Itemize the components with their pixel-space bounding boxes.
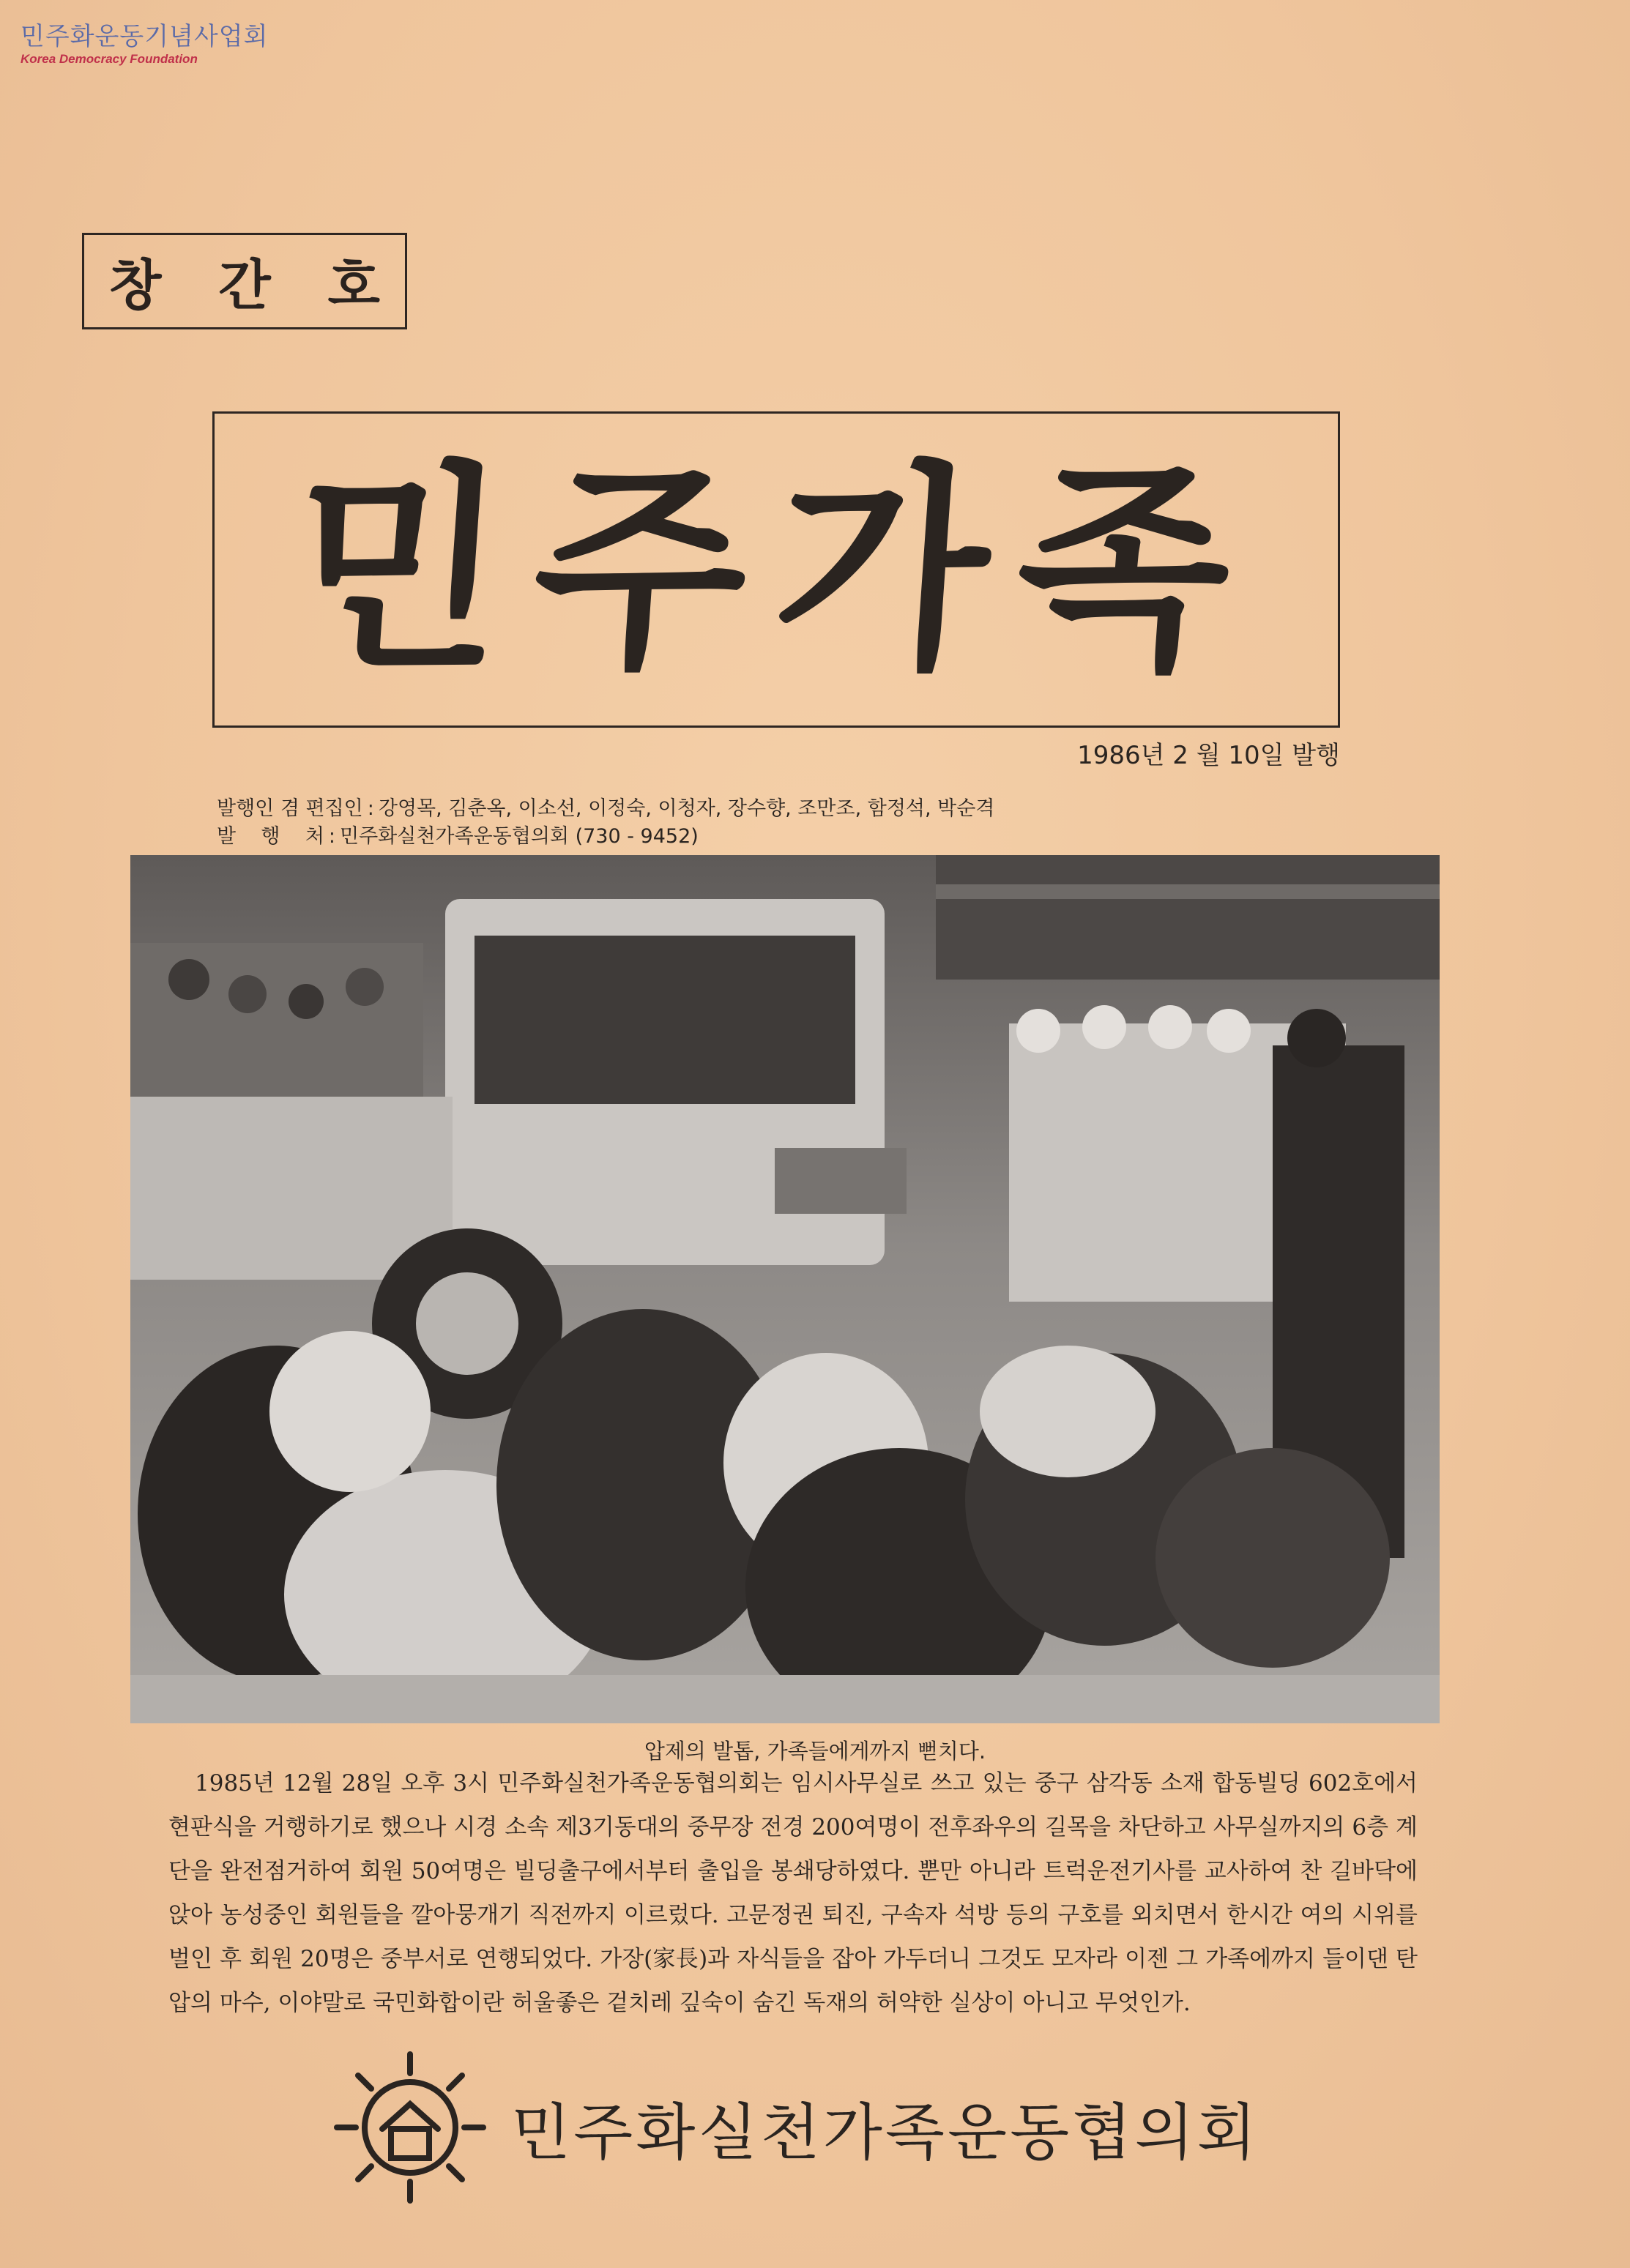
issuer-row: 발 행 처 : 민주화실천가족운동협의회 (730 - 9452) — [217, 823, 994, 851]
footer-org — [330, 2047, 1259, 2208]
protest-photo — [130, 855, 1440, 1723]
sun-house-logo-icon — [330, 2047, 491, 2208]
issue-label: 창 간 호 — [82, 233, 407, 329]
watermark-english: Korea Democracy Foundation — [21, 52, 198, 66]
editors-row: 발행인 겸 편집인 : 강영목, 김춘옥, 이소선, 이정숙, 이청자, 장수향, 조만조, 함정석, 박순격 — [217, 795, 994, 823]
editors-names: 강영목, 김춘옥, 이소선, 이정숙, 이청자, 장수향, 조만조, 함정석, 박순격 — [378, 797, 995, 820]
protest-photo-image — [130, 855, 1440, 1723]
article-body: 1985년 12월 28일 오후 3시 민주화실천가족운동협의회는 임시사무실로 쓰고 있는 중구 삼각동 소재 합동빌딩 602호에서 현판식을 거행하기로 했으나 시경 소속 제3기동대의 중무장 전경 200여명이 전후좌우의 길목을 차단하고 사무실까지의 6층 계단을 완전점거하여 회원 50여명은 빌딩출구에서부터 출입을 봉쇄당하였다. 뿐만 아니라 트럭운전기사를 교사하여 찬 길바닥에 앉아 농성중인 회원들을 깔아뭉개기 직전까지 이르렀다. 고문정권 퇴진, 구속자 석방 등의 구호를 외치면서 한시간 여의 시위를 벌인 후 회원 20명은 중부서로 연행되었다. 가장(家長)과 자식들을 잡아 가두더니 그것도 모자라 이젠 그 가족에까지 들이댄 탄압의 마수, 이야말로 국민화합이란 허울좋은 겉치레 깊숙이 숨긴 독재의 허약한 실상이 아니고 무엇인가. — [168, 1770, 1418, 2016]
masthead-title: 민주가족 — [284, 440, 1268, 698]
issuer-name: 민주화실천가족운동협의회 (730 - 9452) — [340, 825, 699, 848]
publisher-info — [217, 795, 994, 851]
footer-org-name: 민주화실천가족운동협의회 — [511, 2096, 1259, 2168]
editors-label: 발행인 겸 편집인 — [217, 797, 363, 820]
masthead-box — [212, 411, 1340, 728]
publication-date: 1986년 2 월 10일 발행 — [1077, 741, 1340, 770]
watermark-korean: 민주화운동기념사업회 — [21, 22, 269, 51]
issuer-label: 발 행 처 — [217, 825, 324, 848]
photo-caption: 압제의 발톱, 가족들에게까지 뻗치다. — [644, 1739, 986, 1764]
archive-watermark — [21, 22, 268, 67]
